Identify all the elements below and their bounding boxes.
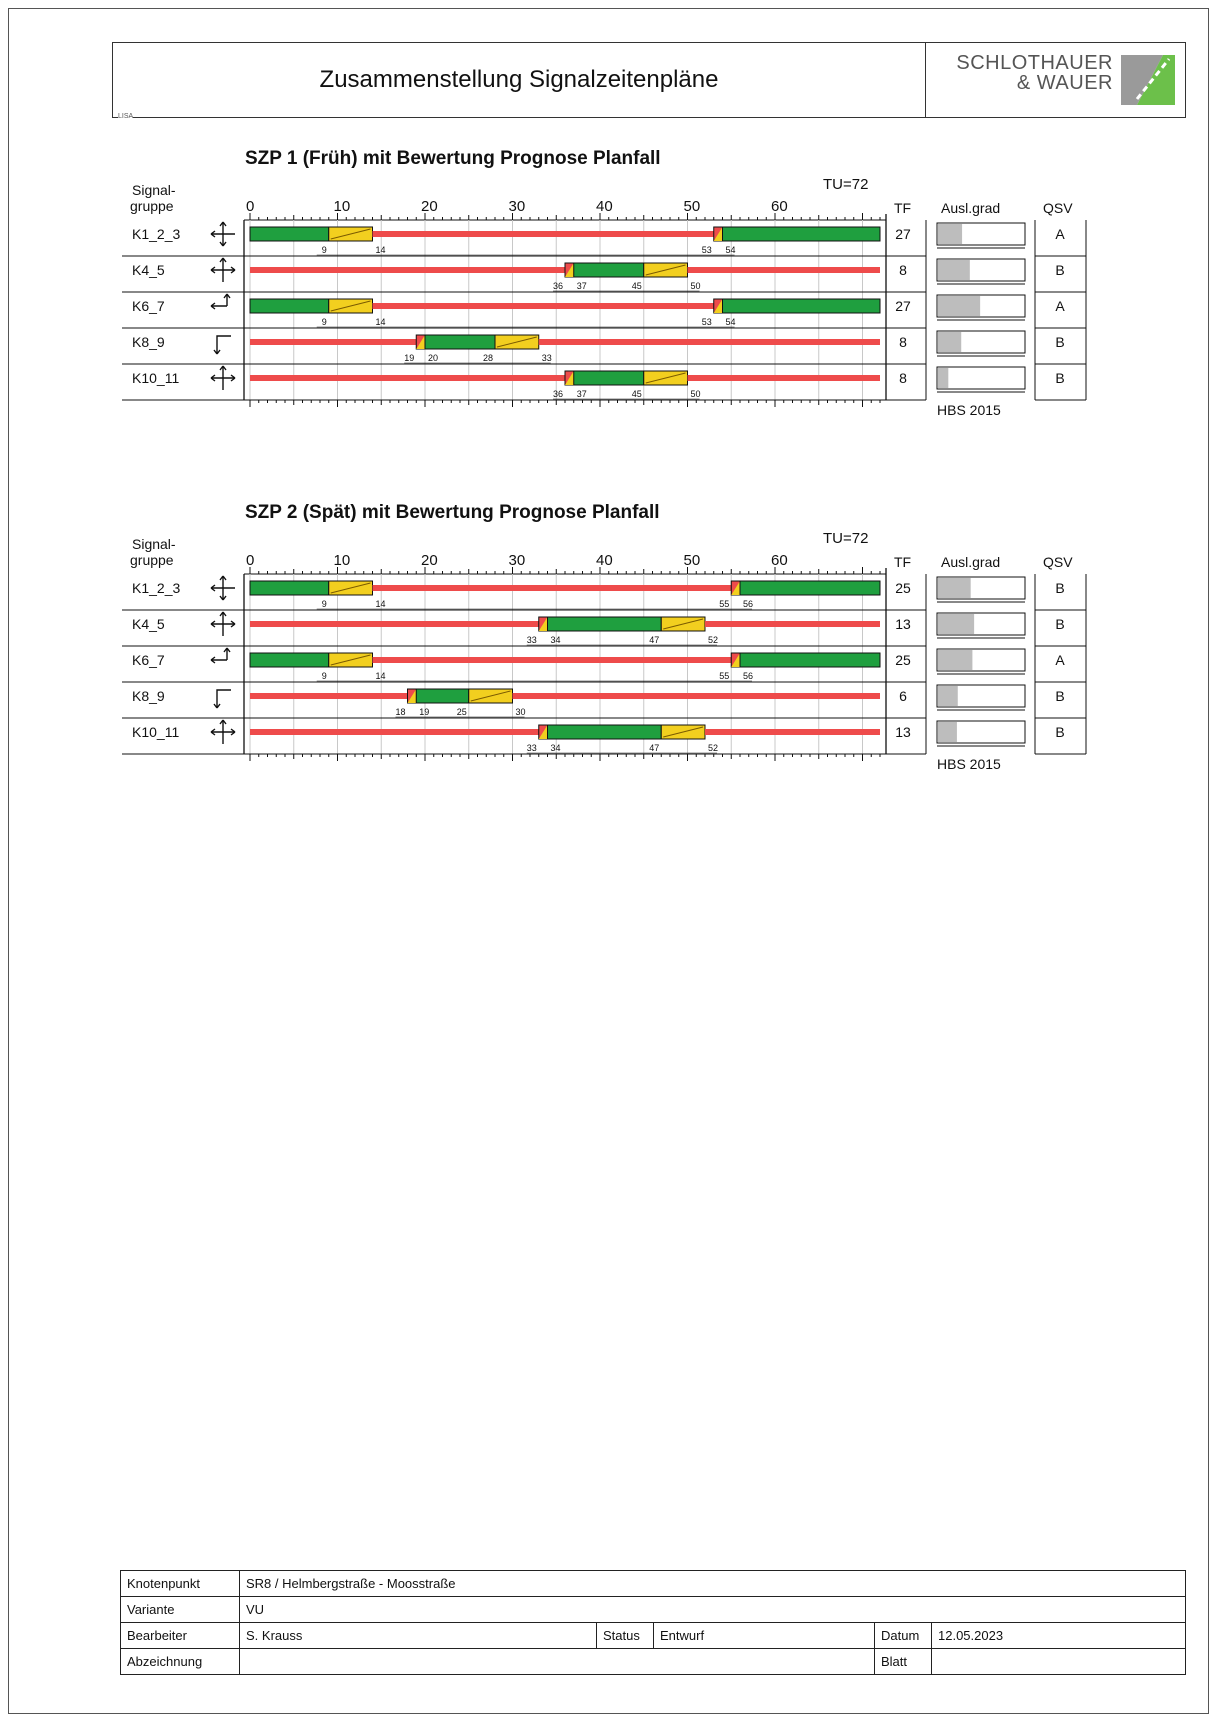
phase-time-label: 19 bbox=[404, 353, 415, 363]
hbs-label: HBS 2015 bbox=[937, 402, 1001, 418]
axis-tick-label: 50 bbox=[683, 198, 701, 215]
arrow-left-up-icon bbox=[211, 294, 230, 309]
signal-group-name: K8_9 bbox=[132, 334, 165, 350]
axis-tick-label: 40 bbox=[596, 198, 613, 215]
signal-group-name: K1_2_3 bbox=[132, 580, 181, 596]
red-phase bbox=[250, 729, 539, 735]
arrows-three-way-icon bbox=[211, 576, 235, 600]
tf-value: 13 bbox=[895, 616, 911, 632]
logo-line-2: & WAUER bbox=[1016, 72, 1113, 94]
phase-time-label: 50 bbox=[690, 281, 701, 291]
qsv-value: B bbox=[1055, 334, 1065, 350]
phase-time-label: 33 bbox=[526, 743, 537, 753]
qsv-value: A bbox=[1055, 298, 1065, 314]
datum-value: 12.05.2023 bbox=[932, 1623, 1186, 1649]
logo-line-1: SCHLOTHAUER bbox=[956, 52, 1113, 74]
plan-title: SZP 1 (Früh) mit Bewertung Prognose Planfall bbox=[245, 148, 661, 169]
phase-time-label: 55 bbox=[719, 671, 730, 681]
red-phase bbox=[688, 375, 881, 381]
signal-group-name: K4_5 bbox=[132, 262, 165, 278]
signal-group-name: K6_7 bbox=[132, 298, 165, 314]
green-phase bbox=[740, 653, 880, 667]
green-phase bbox=[548, 617, 662, 631]
column-header-qsv: QSV bbox=[1043, 554, 1073, 570]
red-phase bbox=[250, 693, 408, 699]
qsv-value: B bbox=[1055, 724, 1065, 740]
knotenpunkt-value: SR8 / Helmbergstraße - Moosstraße bbox=[240, 1571, 1186, 1597]
phase-time-label: 20 bbox=[428, 353, 439, 363]
axis-tick-label: 40 bbox=[596, 552, 613, 569]
green-phase bbox=[250, 653, 329, 667]
phase-time-label: 47 bbox=[649, 743, 660, 753]
signal-group-name: K10_11 bbox=[132, 724, 180, 740]
arrows-cross-icon bbox=[211, 612, 235, 636]
tf-value: 8 bbox=[899, 334, 907, 350]
status-label: Status bbox=[597, 1623, 654, 1649]
phase-time-label: 14 bbox=[375, 245, 386, 255]
signal-group-name: K6_7 bbox=[132, 652, 165, 668]
phase-time-label: 37 bbox=[576, 281, 587, 291]
phase-time-label: 53 bbox=[701, 317, 712, 327]
column-header-tf: TF bbox=[894, 554, 912, 570]
qsv-value: A bbox=[1055, 652, 1065, 668]
phase-time-label: 19 bbox=[419, 707, 430, 717]
tf-value: 13 bbox=[895, 724, 911, 740]
utilization-bar bbox=[938, 650, 972, 670]
green-phase bbox=[425, 335, 495, 349]
arrow-left-up-icon bbox=[211, 648, 230, 663]
axis-tick-label: 10 bbox=[333, 552, 351, 569]
green-phase bbox=[548, 725, 662, 739]
phase-time-label: 37 bbox=[576, 389, 587, 399]
green-phase bbox=[416, 689, 469, 703]
red-phase bbox=[705, 729, 880, 735]
qsv-value: A bbox=[1055, 226, 1065, 242]
arrows-three-way-icon bbox=[211, 222, 235, 246]
column-header-ausl: Ausl.grad bbox=[941, 200, 1001, 216]
qsv-value: B bbox=[1055, 616, 1065, 632]
phase-time-label: 53 bbox=[701, 245, 712, 255]
qsv-value: B bbox=[1055, 688, 1065, 704]
arrows-cross-icon bbox=[211, 720, 235, 744]
green-phase bbox=[723, 227, 881, 241]
phase-time-label: 33 bbox=[526, 635, 537, 645]
phase-time-label: 47 bbox=[649, 635, 660, 645]
utilization-bar bbox=[938, 614, 974, 634]
utilization-bar bbox=[938, 722, 957, 742]
tf-value: 6 bbox=[899, 688, 907, 704]
axis-tick-label: 20 bbox=[421, 552, 438, 569]
column-header-group-2: gruppe bbox=[130, 552, 174, 568]
phase-time-label: 45 bbox=[631, 281, 642, 291]
red-phase bbox=[373, 231, 714, 237]
phase-time-label: 18 bbox=[395, 707, 406, 717]
bearbeiter-value: S. Krauss bbox=[240, 1623, 597, 1649]
phase-time-label: 52 bbox=[708, 743, 719, 753]
signal-group-name: K8_9 bbox=[132, 688, 165, 704]
datum-label: Datum bbox=[875, 1623, 932, 1649]
utilization-bar bbox=[938, 368, 948, 388]
utilization-bar bbox=[938, 686, 958, 706]
phase-time-label: 14 bbox=[375, 599, 386, 609]
utilization-bar bbox=[938, 224, 962, 244]
cycle-time: TU=72 bbox=[823, 176, 869, 193]
lisa-tag: LISA bbox=[118, 113, 134, 120]
axis-tick-label: 50 bbox=[683, 552, 701, 569]
bearbeiter-label: Bearbeiter bbox=[121, 1623, 240, 1649]
phase-time-label: 9 bbox=[321, 317, 327, 327]
red-phase bbox=[250, 621, 539, 627]
tf-value: 27 bbox=[895, 298, 911, 314]
column-header-qsv: QSV bbox=[1043, 200, 1073, 216]
phase-time-label: 56 bbox=[743, 671, 754, 681]
phase-time-label: 34 bbox=[550, 743, 561, 753]
phase-time-label: 52 bbox=[708, 635, 719, 645]
green-phase bbox=[740, 581, 880, 595]
phase-time-label: 50 bbox=[690, 389, 701, 399]
red-phase bbox=[513, 693, 881, 699]
arrow-down-right-icon bbox=[214, 690, 231, 708]
green-phase bbox=[574, 371, 644, 385]
phase-time-label: 55 bbox=[719, 599, 730, 609]
axis-tick-label: 0 bbox=[246, 552, 255, 569]
phase-time-label: 14 bbox=[375, 671, 386, 681]
signal-group-name: K10_11 bbox=[132, 370, 180, 386]
tf-value: 8 bbox=[899, 370, 907, 386]
phase-time-label: 28 bbox=[482, 353, 493, 363]
abzeichnung-label: Abzeichnung bbox=[121, 1649, 240, 1675]
status-value: Entwurf bbox=[654, 1623, 875, 1649]
red-phase bbox=[539, 339, 880, 345]
utilization-bar bbox=[938, 260, 970, 280]
footer-table bbox=[120, 1570, 1186, 1675]
red-phase bbox=[373, 303, 714, 309]
column-header-group-1: Signal- bbox=[132, 182, 176, 198]
red-phase bbox=[373, 585, 732, 591]
arrow-down-right-icon bbox=[214, 336, 231, 354]
phase-time-label: 9 bbox=[321, 599, 327, 609]
red-phase bbox=[250, 375, 565, 381]
blatt-value bbox=[932, 1649, 1186, 1675]
axis-tick-label: 30 bbox=[508, 198, 526, 215]
signal-group-name: K1_2_3 bbox=[132, 226, 181, 242]
tf-value: 25 bbox=[895, 652, 911, 668]
phase-time-label: 54 bbox=[725, 245, 736, 255]
axis-tick-label: 0 bbox=[246, 198, 255, 215]
phase-time-label: 33 bbox=[541, 353, 552, 363]
phase-time-label: 9 bbox=[321, 245, 327, 255]
tf-value: 25 bbox=[895, 580, 911, 596]
variante-value: VU bbox=[240, 1597, 1186, 1623]
green-phase bbox=[250, 299, 329, 313]
red-phase bbox=[688, 267, 881, 273]
red-phase bbox=[250, 267, 565, 273]
green-phase bbox=[574, 263, 644, 277]
qsv-value: B bbox=[1055, 370, 1065, 386]
axis-tick-label: 30 bbox=[508, 552, 526, 569]
phase-time-label: 34 bbox=[550, 635, 561, 645]
blatt-label: Blatt bbox=[875, 1649, 932, 1675]
plan-title: SZP 2 (Spät) mit Bewertung Prognose Planfall bbox=[245, 502, 660, 523]
knotenpunkt-label: Knotenpunkt bbox=[121, 1571, 240, 1597]
red-phase bbox=[705, 621, 880, 627]
phase-time-label: 56 bbox=[743, 599, 754, 609]
variante-label: Variante bbox=[121, 1597, 240, 1623]
tf-value: 27 bbox=[895, 226, 911, 242]
utilization-bar bbox=[938, 578, 971, 598]
phase-time-label: 54 bbox=[725, 317, 736, 327]
phase-time-label: 9 bbox=[321, 671, 327, 681]
cycle-time: TU=72 bbox=[823, 530, 869, 547]
column-header-group-1: Signal- bbox=[132, 536, 176, 552]
green-phase bbox=[250, 581, 329, 595]
utilization-bar bbox=[938, 296, 980, 316]
green-phase bbox=[723, 299, 881, 313]
phase-time-label: 36 bbox=[552, 389, 563, 399]
abzeichnung-value bbox=[240, 1649, 875, 1675]
utilization-bar bbox=[938, 332, 961, 352]
phase-time-label: 14 bbox=[375, 317, 386, 327]
phase-time-label: 36 bbox=[552, 281, 563, 291]
axis-tick-label: 20 bbox=[421, 198, 438, 215]
arrows-cross-icon bbox=[211, 366, 235, 390]
phase-time-label: 25 bbox=[456, 707, 467, 717]
phase-time-label: 30 bbox=[515, 707, 526, 717]
axis-tick-label: 10 bbox=[333, 198, 351, 215]
red-phase bbox=[250, 339, 416, 345]
hbs-label: HBS 2015 bbox=[937, 756, 1001, 772]
column-header-tf: TF bbox=[894, 200, 912, 216]
column-header-group-2: gruppe bbox=[130, 198, 174, 214]
arrows-cross-icon bbox=[211, 258, 235, 282]
utilization-box bbox=[937, 367, 1025, 389]
document-title: Zusammenstellung Signalzeitenpläne bbox=[113, 43, 926, 117]
signal-group-name: K4_5 bbox=[132, 616, 165, 632]
tf-value: 8 bbox=[899, 262, 907, 278]
qsv-value: B bbox=[1055, 580, 1065, 596]
qsv-value: B bbox=[1055, 262, 1065, 278]
red-phase bbox=[373, 657, 732, 663]
column-header-ausl: Ausl.grad bbox=[941, 554, 1001, 570]
axis-tick-label: 60 bbox=[771, 198, 788, 215]
axis-tick-label: 60 bbox=[771, 552, 788, 569]
phase-time-label: 45 bbox=[631, 389, 642, 399]
green-phase bbox=[250, 227, 329, 241]
